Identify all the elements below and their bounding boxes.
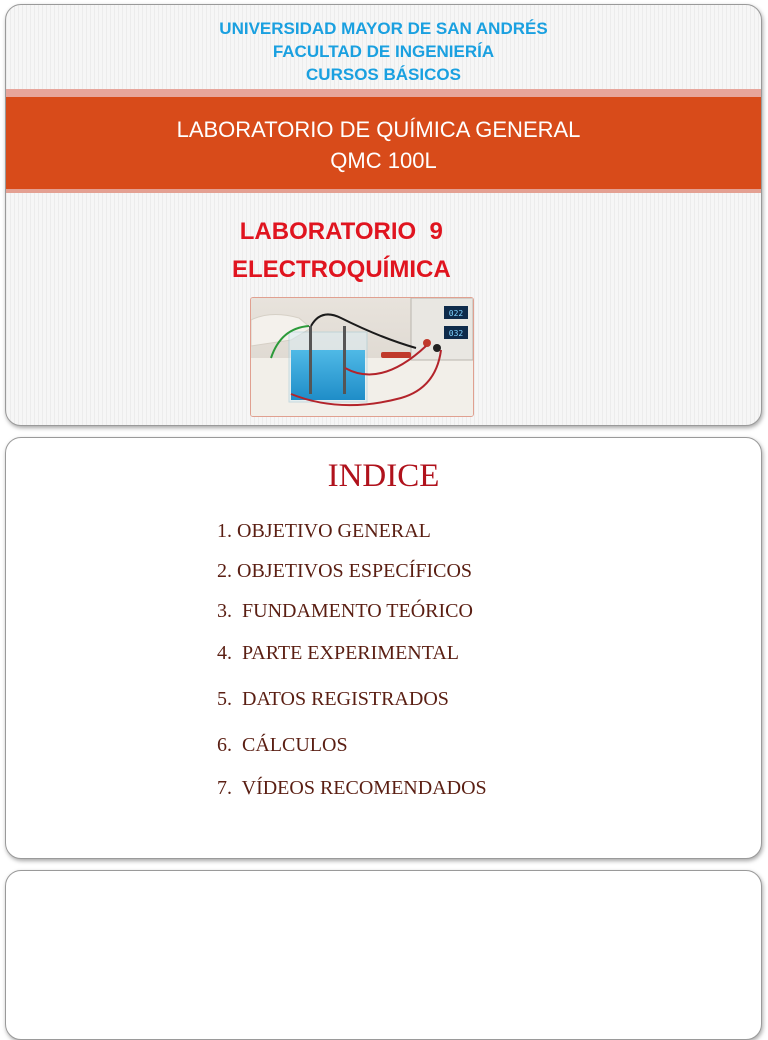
index-item-2: 2. OBJETIVOS ESPECÍFICOS [217,560,473,582]
accent-stripe [6,89,761,97]
index-item-5: 5. DATOS REGISTRADOS [217,688,449,710]
university-header [6,17,761,86]
electrolysis-illustration [251,298,473,416]
index-heading: INDICE [327,458,440,494]
lab-title [232,213,451,289]
index-slide [5,437,762,859]
faculty-name: FACULTAD DE INGENIERÍA [272,42,495,61]
display-top: 022 [448,309,464,318]
lab-topic: ELECTROQUÍMICA [232,256,451,283]
index-item-7: 7. VÍDEOS RECOMENDADOS [217,777,487,799]
course-title: LABORATORIO DE QUÍMICA GENERAL [176,117,581,142]
title-slide [5,4,762,426]
university-name: UNIVERSIDAD MAYOR DE SAN ANDRÉS [219,19,548,38]
course-code: QMC 100L [330,148,437,173]
courses-name: CURSOS BÁSICOS [306,65,461,84]
display-bottom: 032 [448,329,464,338]
index-item-3: 3. FUNDAMENTO TEÓRICO [217,600,473,622]
electrolysis-photo [250,297,474,417]
lab-number: LABORATORIO 9 [239,218,443,245]
index-item-4: 4. PARTE EXPERIMENTAL [217,642,460,664]
course-banner [6,97,761,193]
index-item-6: 6. CÁLCULOS [217,734,348,756]
index-item-1: 1. OBJETIVO GENERAL [217,520,431,542]
next-slide [5,870,762,1040]
